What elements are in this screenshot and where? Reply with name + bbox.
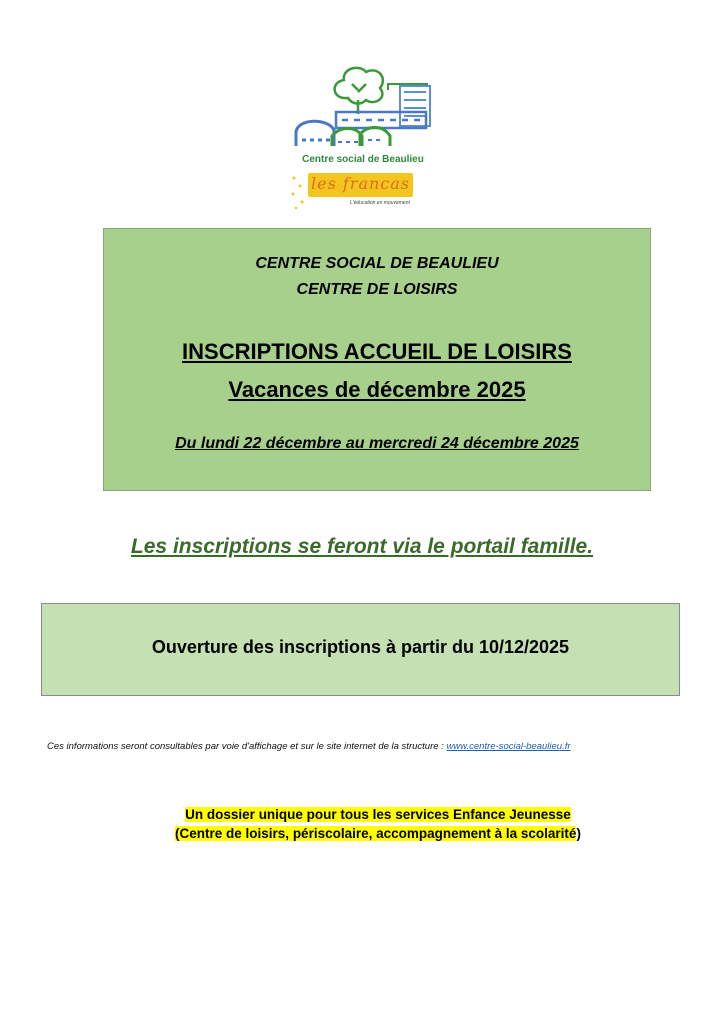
info-line bbox=[47, 741, 571, 752]
page-title: INSCRIPTIONS ACCUEIL DE LOISIRS bbox=[182, 339, 572, 364]
francas-badge-text: les francas bbox=[310, 174, 410, 193]
note-line-1-text: Un dossier unique pour tous les services Enfance Jeunesse bbox=[185, 807, 571, 822]
date-range: Du lundi 22 décembre au mercredi 24 décembre 2025 bbox=[175, 435, 579, 452]
opening-date-box bbox=[41, 603, 680, 696]
main-info-box bbox=[103, 228, 651, 491]
centre-social-logo bbox=[288, 60, 438, 215]
note-line-2 bbox=[0, 826, 724, 841]
info-text: Ces informations seront consultables par voie d'affichage et sur le site internet de la structure : bbox=[47, 741, 447, 752]
note-line-2-end: ) bbox=[576, 826, 581, 841]
page-subtitle: Vacances de décembre 2025 bbox=[228, 377, 526, 402]
note-line-1 bbox=[0, 807, 724, 822]
logo-tagline: L'éducation en mouvement bbox=[350, 200, 410, 206]
buildings-tree-icon bbox=[288, 60, 438, 160]
portal-notice: Les inscriptions se feront via le portail famille. bbox=[130, 535, 594, 558]
org-name: CENTRE SOCIAL DE BEAULIEU bbox=[255, 255, 499, 272]
dots-decoration-icon bbox=[290, 172, 310, 212]
website-link[interactable]: www.centre-social-beaulieu.fr bbox=[446, 741, 571, 752]
logo-title: Centre social de Beaulieu bbox=[302, 154, 424, 165]
note-line-2-text: (Centre de loisirs, périscolaire, accompagnement à la scolarité bbox=[175, 826, 577, 841]
opening-date-text: Ouverture des inscriptions à partir du 10/12/2025 bbox=[151, 637, 570, 657]
org-subtitle: CENTRE DE LOISIRS bbox=[296, 281, 458, 298]
francas-badge bbox=[308, 173, 413, 197]
